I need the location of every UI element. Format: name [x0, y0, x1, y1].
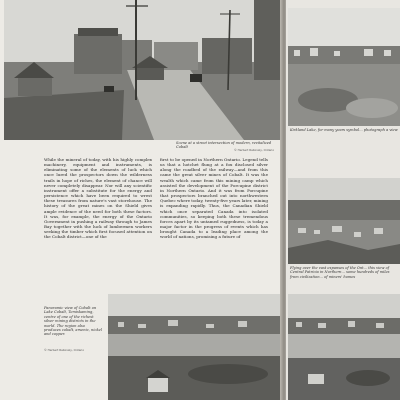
lake-cobalt-photo — [108, 294, 282, 400]
street-photo-caption: Scene at a street intersection of modern, revitalized Cobalt — [176, 141, 272, 150]
lakeshore-town-photo — [288, 294, 400, 400]
street-scene-photo — [4, 0, 280, 140]
patricia-aerial-caption: Flying over the vast expanses of the Ont... this view of Central Patricia in Northern... some hundreds of miles from civilization... of miners' homes — [290, 266, 390, 279]
lake-cobalt-caption: Panoramic view of Cobalt on Lake Cobalt, Temiskaming, centre of one of the richest silver mining districts in the world. The region also produces cobalt, arsenic, nickel and copper. — [44, 306, 102, 337]
kirkland-lake-photo — [288, 8, 400, 126]
article-column-1: While the mineral of today, with his highly complex machinery, equipment and instruments, is eliminating some of the elements of luck which once lured the prospectors down the wilderness trails in hope of riches, the element of chance will never completely disappear. Nor will any scientific instrument offer a substitute for the energy and persistence which have been required to wrest these treasures from nature's vast storehouse. The history of the great mines on the Shield gives ample evidence of the need for both these factors. It was, for example, the energy of the Ontario Government in pushing a railway through to James Bay together with the luck of lumbermen workers seeking the timber which first focused attention on the Cobalt district—one of the — [44, 157, 152, 240]
right-page — [286, 0, 400, 400]
lake-cobalt-credit: © Herbert Rabinsky, Ontario — [44, 348, 85, 352]
article-column-2: first to be opened in Northern Ontario. Legend tells us that a hotchet flung at a fox disclosed silver along the roadbed of the railway—and from this came the great silver mines of Cobalt. It was the wealth which came from this mining camp which assisted the development of the Porcupine district in Northern Ontario. And it was from Porcupine that prospectors branched out into northwestern Quebec where today, twenty-five years later, mining is expanding rapidly. Thus, the Canadian Shield which once separated Canada into isolated communities, so keeping both these tremendous forces apart by its untamed ruggedness, is today a major factor in the progress of events which has brought Canada to a leading place among the world of nations, promising a future of — [160, 157, 269, 240]
kirkland-lake-caption: Kirkland Lake, for many years symbol... photograph a view — [290, 128, 398, 132]
street-photo-credit: © Herbert Rabinsky, Ontario — [234, 148, 275, 152]
patricia-aerial-photo — [288, 178, 400, 264]
